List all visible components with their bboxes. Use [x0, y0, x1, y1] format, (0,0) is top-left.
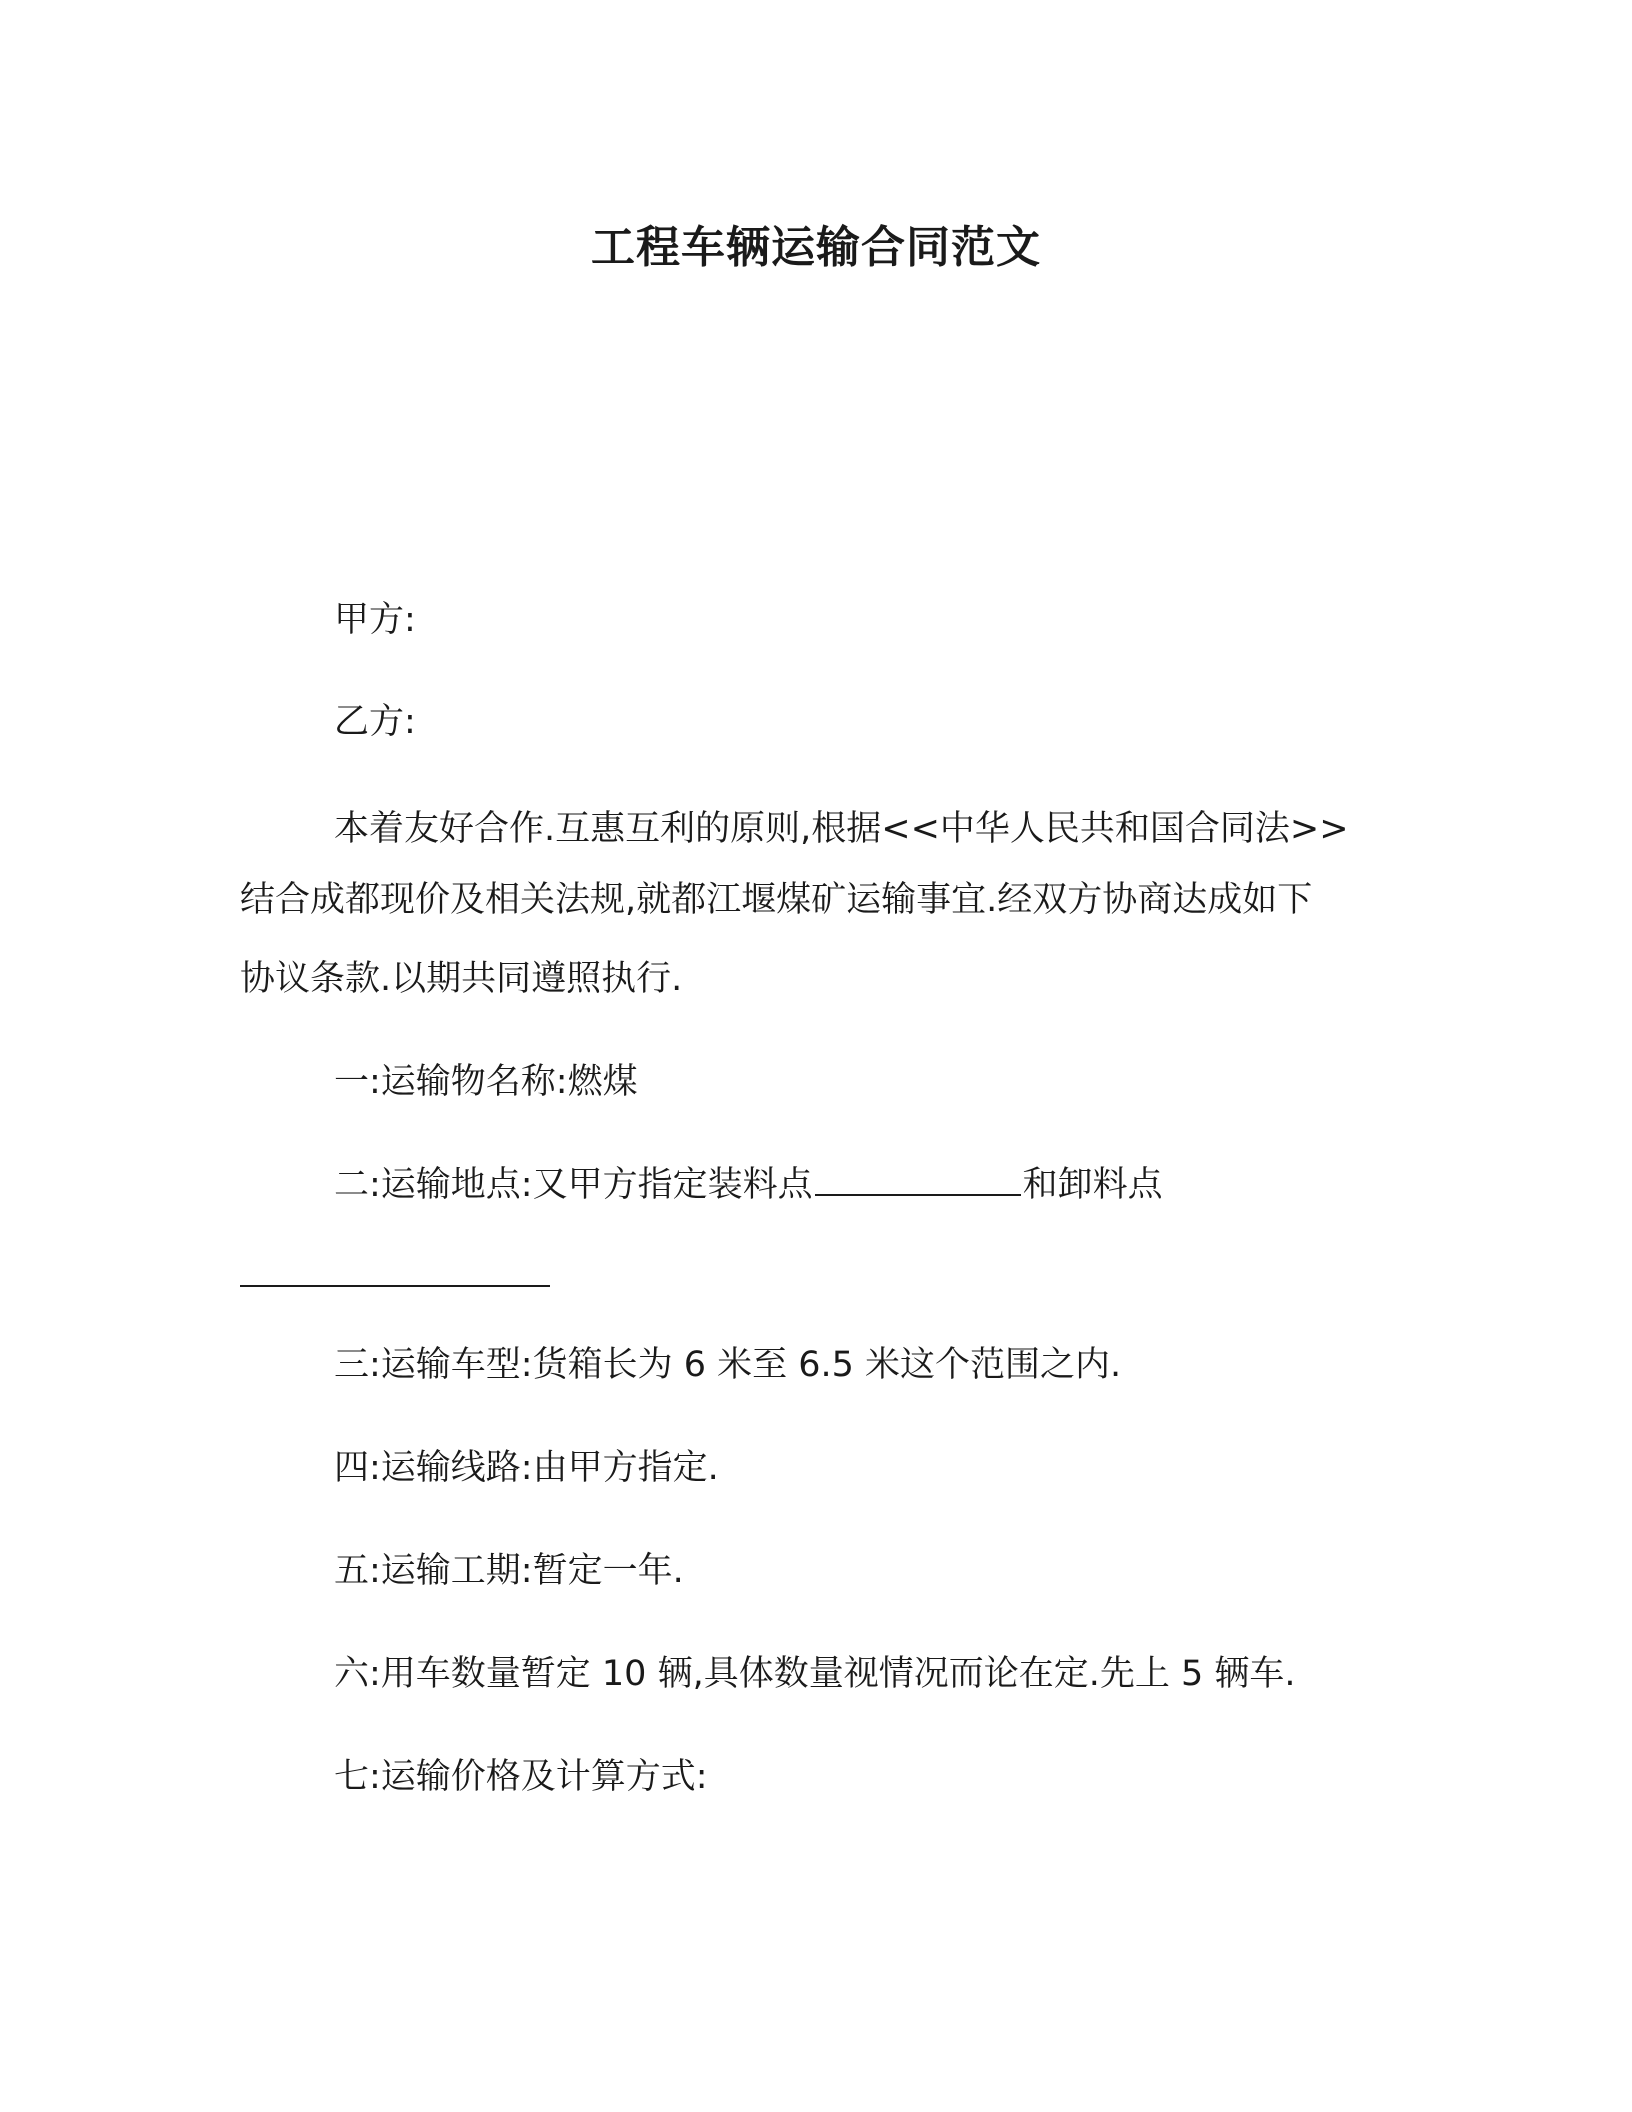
clause-7: 七:运输价格及计算方式:	[334, 1757, 708, 1797]
intro-paragraph-line-2: 结合成都现价及相关法规,就都江堰煤矿运输事宜.经双方协商达成如下	[240, 880, 1313, 920]
clause-5: 五:运输工期:暂定一年.	[334, 1551, 684, 1591]
clause-6: 六:用车数量暂定 10 辆,具体数量视情况而论在定.先上 5 辆车.	[334, 1654, 1296, 1694]
intro-paragraph-line-1: 本着友好合作.互惠互利的原则,根据<<中华人民共和国合同法>>	[334, 809, 1349, 849]
party-a-label: 甲方:	[334, 600, 416, 640]
clause-2-text-after: 和卸料点	[1022, 1165, 1163, 1205]
party-b-label: 乙方:	[334, 702, 416, 742]
unloading-point-blank	[240, 1285, 550, 1287]
intro-paragraph-line-3: 协议条款.以期共同遵照执行.	[240, 959, 683, 999]
clause-1: 一:运输物名称:燃煤	[334, 1062, 638, 1102]
clause-3: 三:运输车型:货箱长为 6 米至 6.5 米这个范围之内.	[334, 1345, 1122, 1385]
loading-point-blank	[815, 1160, 1021, 1196]
clause-4: 四:运输线路:由甲方指定.	[334, 1448, 719, 1488]
clause-2	[334, 1160, 1163, 1210]
document-title: 工程车辆运输合同范文	[591, 222, 1041, 273]
clause-2-text-before: 二:运输地点:又甲方指定装料点	[334, 1165, 813, 1205]
